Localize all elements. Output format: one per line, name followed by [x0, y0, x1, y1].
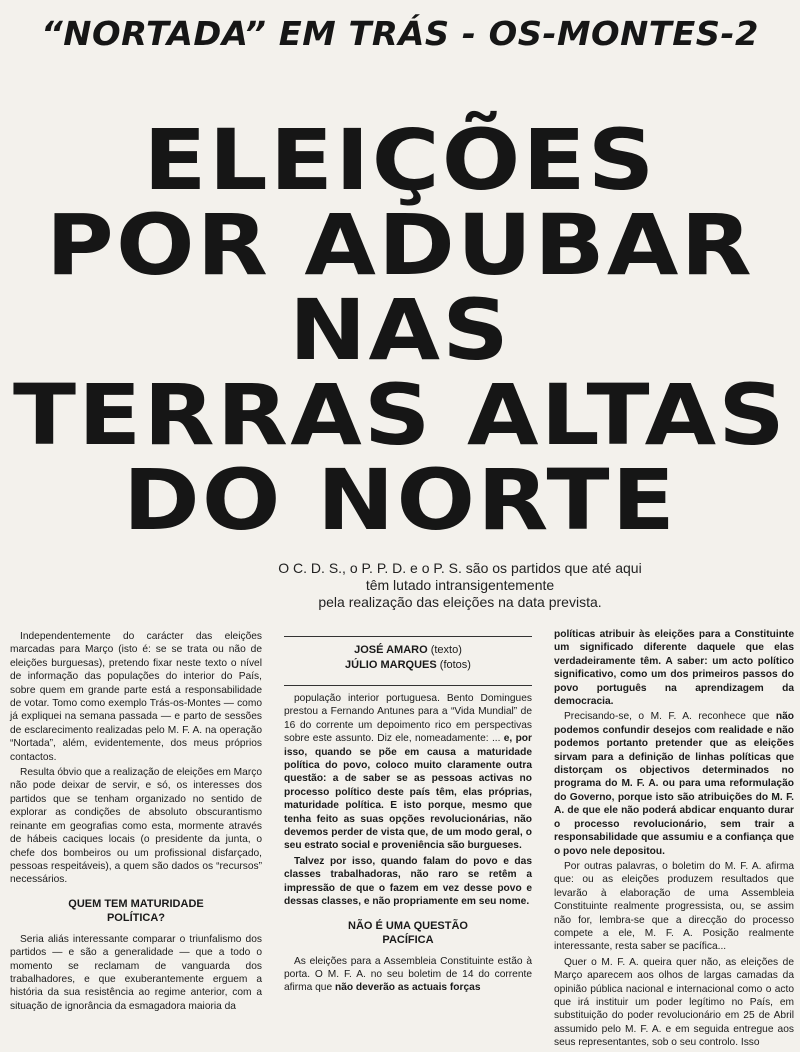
photographer-name: JÚLIO MARQUES — [345, 659, 437, 671]
author-name: JOSÉ AMARO — [354, 644, 428, 656]
body-paragraph — [284, 692, 532, 853]
author-role: (texto) — [427, 644, 462, 656]
byline-author — [284, 643, 532, 658]
subhead-line: QUEM TEM MATURIDADE — [68, 897, 204, 910]
byline-photographer — [284, 658, 532, 673]
headline — [0, 111, 800, 549]
lead-line-1: O C. D. S., o P. P. D. e o P. S. são os partidos que até aqui — [278, 560, 642, 576]
quoted-text: e, por isso, quando se põe em causa a maturidade política do povo, coloco muito claramente outra questão: a de saber se as pessoas activas no processo político deste país têm, elas próprias, maturidade política. E isto porque, mesmo que tenha feito as suas opções revolucionárias, não devemos perder de vista que, de um modo geral, o seu estrato social e proveniência são burgueses. — [284, 733, 532, 852]
body-paragraph: Independentemente do carácter das eleições marcadas para Março (isto é: se se trata ou não de eleições burguesas), pretendo fixar neste texto o nível de informação das populações do interior do País, sobre quem em grande parte está a responsabilidade de votar. Tomo como exemplo Trás-os-Montes — como já expliquei na semana passada — e parto de sessões de esclarecimento realizadas pelo M. F. A. na operação “Nortada”, além, evidentemente, dos meus próprios contactos. — [10, 631, 262, 763]
quoted-text: não deverão as actuais forças — [334, 982, 481, 994]
body-text: população interior portuguesa. Bento Domingues prestou a Fernando Antunes para a “Vida Mundial” de 16 do corrente um depoimento rico em perspectivas sobre este assunto. Diz ele, nomeadamente: ... — [284, 693, 532, 745]
headline-line-5: DO NORTE — [122, 451, 678, 549]
body-paragraph: Quer o M. F. A. queira quer não, as eleições de Março aparecem aos olhos de largas camadas da opinião pública nacional e internacional como o acto que irá instituir um poder legítimo no País, em substituição do poder revolucionário em 25 de Abril assumido pelo M. F. A. e em seguida entregue aos seus representantes, sob o seu controlo. Isso — [554, 956, 794, 1049]
headline-line-1: ELEIÇÕES — [143, 111, 657, 209]
body-paragraph: Resulta óbvio que a realização de eleições em Março não pode deixar de servir, e só, os interesses dos partidos que se tenham organizado no sentido de explorar as condições de absoluto obscurantismo reinante em geografias como esta, mormente através de hábeis caciques locais (o presidente da junta, o chefe dos bombeiros ou um profissional disfarçado, pessoas respeitáveis), a quem são dados os “recursos” necessários. — [10, 767, 262, 886]
body-text: Precisando-se, o M. F. A. reconhece que — [564, 711, 776, 723]
body-paragraph — [554, 710, 794, 857]
body-paragraph — [284, 955, 532, 995]
text-column-1 — [10, 630, 262, 1015]
subhead-line: PACÍFICA — [382, 933, 434, 946]
subhead-line: NÃO É UMA QUESTÃO — [348, 919, 468, 932]
quoted-text: não podemos confundir desejos com realidade e não podemos portanto pretender que as eleições sirvam para a definição de linhas políticas que distorçam os objectivos determinados no programa do M. F. A. ou para uma reformulação do Governo, porque isto são atribuições do M. F. A. de que ele não poderá abdicar enquanto durar o processo revolucionário, sem trair a responsabilidade que assumiu e a confiança que o povo nele depositou. — [554, 711, 794, 857]
divider — [284, 636, 532, 637]
headline-line-3: NAS — [289, 281, 511, 379]
body-paragraph: Por outras palavras, o boletim do M. F. A. afirma que: ou as eleições produzem resultados que levarão à elaboração de uma Assembleia Constituinte realmente progressista, ou, se assim não for, lembra-se que a direcção do processo compete a ele, M. F. A. Posição realmente interessante, resta saber se pacífica... — [554, 860, 794, 953]
byline — [284, 643, 532, 673]
section-subhead — [284, 919, 532, 947]
lead-line-3: pela realização das eleições na data prevista. — [318, 594, 602, 610]
body-paragraph: políticas atribuir às eleições para a Constituinte um significado diferente daquele que elas verdadeiramente têm. A saber: um acto político significativo, como um dos primeiros passos do povo português na aprendizagem da democracia. — [554, 629, 794, 708]
headline-line-2: POR ADUBAR — [46, 196, 754, 294]
photographer-role: (fotos) — [436, 659, 471, 671]
lead-paragraph — [180, 560, 740, 611]
section-subhead — [10, 897, 262, 925]
text-column-2 — [284, 630, 532, 997]
headline-line-4: TERRAS ALTAS — [12, 366, 788, 464]
body-paragraph: Seria aliás interessante comparar o triunfalismo dos partidos — e são a generalidade — que a todo o momento se reclamam de vanguarda dos trabalhadores, e que exuberantemente erguem a história da sua resistência ao regime anterior, com a situação de ignorância da esmagadora maioria da — [10, 933, 262, 1012]
divider — [284, 685, 532, 686]
body-text: As eleições para a Assembleia Constituinte estão à porta. O M. F. A. no seu boletim de 14 do corrente afirma que — [284, 955, 532, 994]
text-column-3 — [554, 628, 794, 1052]
subhead-line: POLÍTICA? — [106, 911, 166, 924]
kicker-title: “NORTADA” EM TRÁS - OS-MONTES-2 — [41, 14, 759, 53]
body-paragraph: Talvez por isso, quando falam do povo e das classes trabalhadoras, não raro se retêm a impressão de que o fazem em vez desse povo e dessas classes, e não propriamente em seu nome. — [284, 855, 532, 908]
lead-line-2: têm lutado intransigentemente — [365, 577, 555, 593]
